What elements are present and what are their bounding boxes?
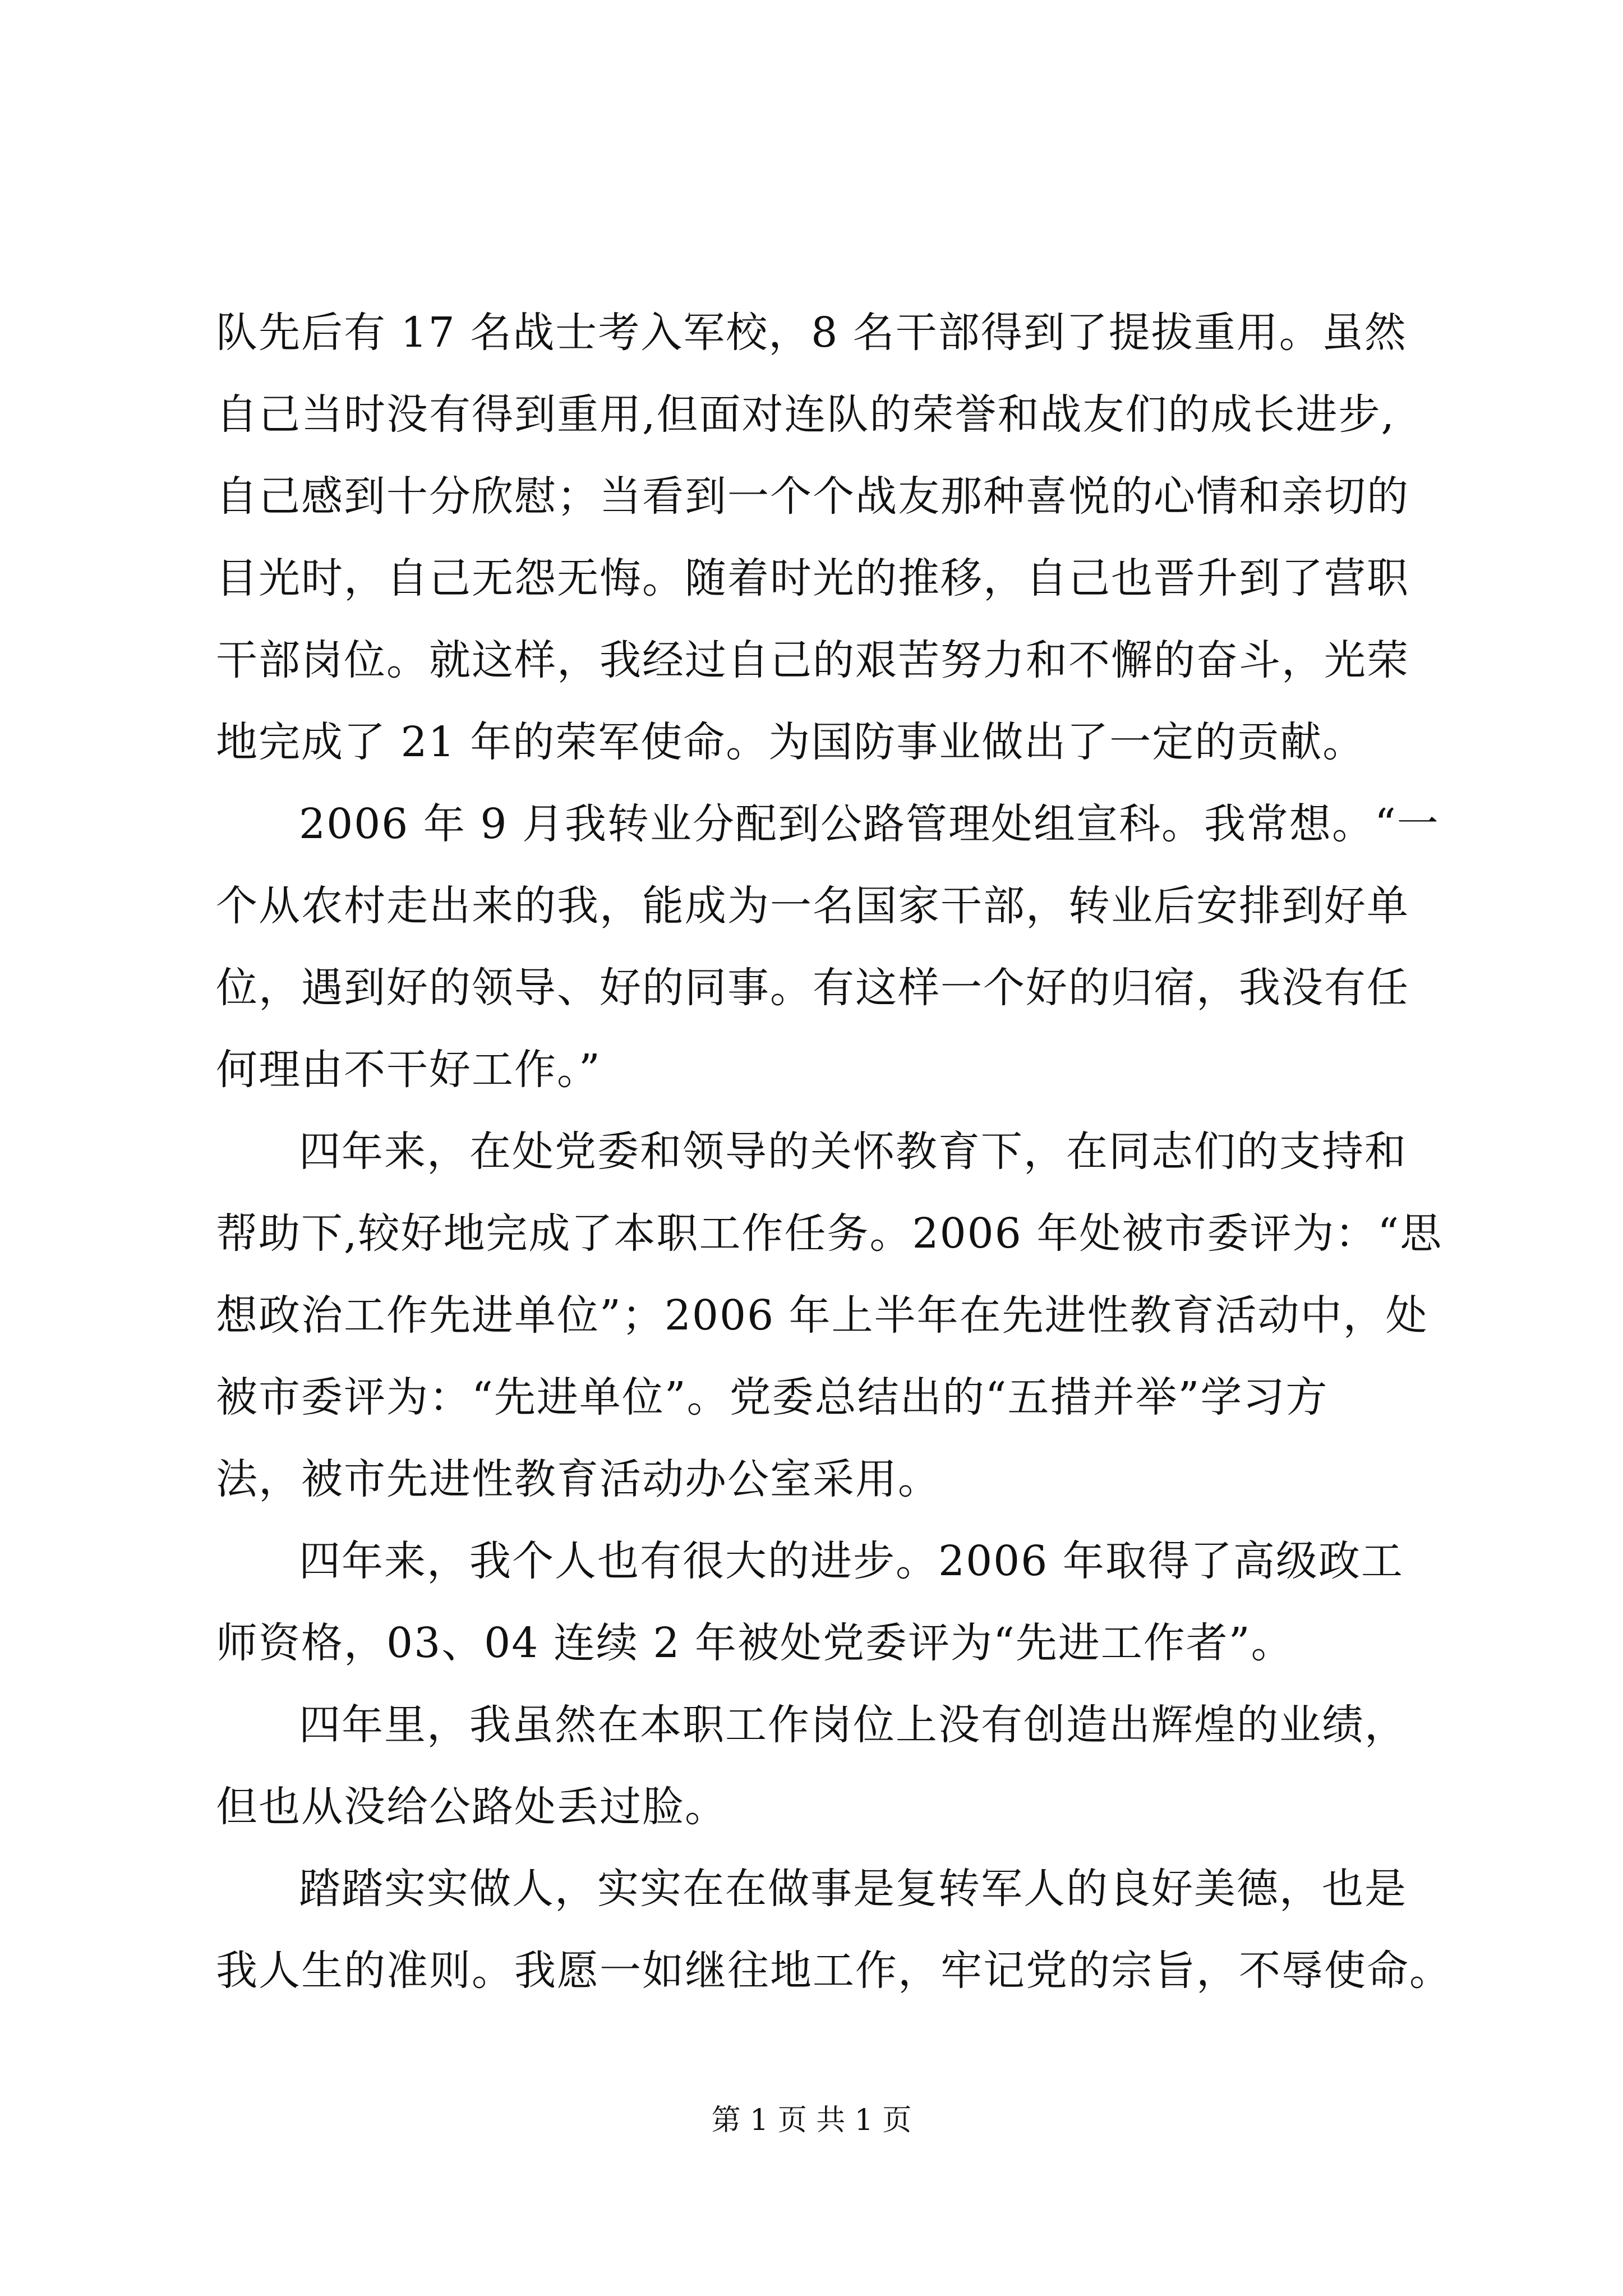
text-line: 被市委评为：“先进单位”。党委总结出的“五措并举”学习方 xyxy=(216,1373,1329,1421)
paragraph-start-line: 2006 年 9 月我转业分配到公路管理处组宣科。我常想。“一 xyxy=(299,800,1440,848)
text-line: 目光时，自己无怨无悔。随着时光的推移，自己也晋升到了营职 xyxy=(216,554,1409,602)
paragraph-start-line: 四年里，我虽然在本职工作岗位上没有创造出辉煌的业绩， xyxy=(299,1701,1407,1749)
text-line: 地完成了 21 年的荣军使命。为国防事业做出了一定的贡献。 xyxy=(216,718,1366,766)
page-footer: 第 1 页 共 1 页 xyxy=(711,2104,912,2137)
text-line: 队先后有 17 名战士考入军校，8 名干部得到了提拔重用。虽然 xyxy=(216,309,1407,357)
text-line: 干部岗位。就这样，我经过自己的艰苦努力和不懈的奋斗，光荣 xyxy=(216,636,1409,684)
text-line: 想政治工作先进单位”；2006 年上半年在先进性教育活动中，处 xyxy=(216,1291,1428,1340)
paragraph-start-line: 四年来，我个人也有很大的进步。2006 年取得了高级政工 xyxy=(299,1537,1404,1585)
text-line: 自己当时没有得到重用,但面对连队的荣誉和战友们的成长进步, xyxy=(216,390,1396,439)
text-line: 我人生的准则。我愿一如继往地工作，牢记党的宗旨，不辱使命。 xyxy=(216,1947,1452,1995)
text-line: 何理由不干好工作。” xyxy=(216,1046,601,1094)
document-body xyxy=(216,292,1450,2012)
text-line: 位，遇到好的领导、好的同事。有这样一个好的归宿，我没有任 xyxy=(216,964,1409,1012)
text-line: 师资格，03、04 连续 2 年被处党委评为“先进工作者”。 xyxy=(216,1619,1294,1667)
paragraph-start-line: 四年来，在处党委和领导的关怀教育下，在同志们的支持和 xyxy=(299,1128,1407,1176)
text-line: 个从农村走出来的我，能成为一名国家干部，转业后安排到好单 xyxy=(216,882,1409,930)
text-line: 法，被市先进性教育活动办公室采用。 xyxy=(216,1455,940,1503)
text-line: 自己感到十分欣慰；当看到一个个战友那种喜悦的心情和亲切的 xyxy=(216,472,1409,521)
paragraph-start-line: 踏踏实实做人，实实在在做事是复转军人的良好美德，也是 xyxy=(299,1865,1407,1913)
text-line: 帮助下,较好地完成了本职工作任务。2006 年处被市委评为：“思 xyxy=(216,1209,1443,1258)
text-line: 但也从没给公路处丢过脸。 xyxy=(216,1783,727,1831)
